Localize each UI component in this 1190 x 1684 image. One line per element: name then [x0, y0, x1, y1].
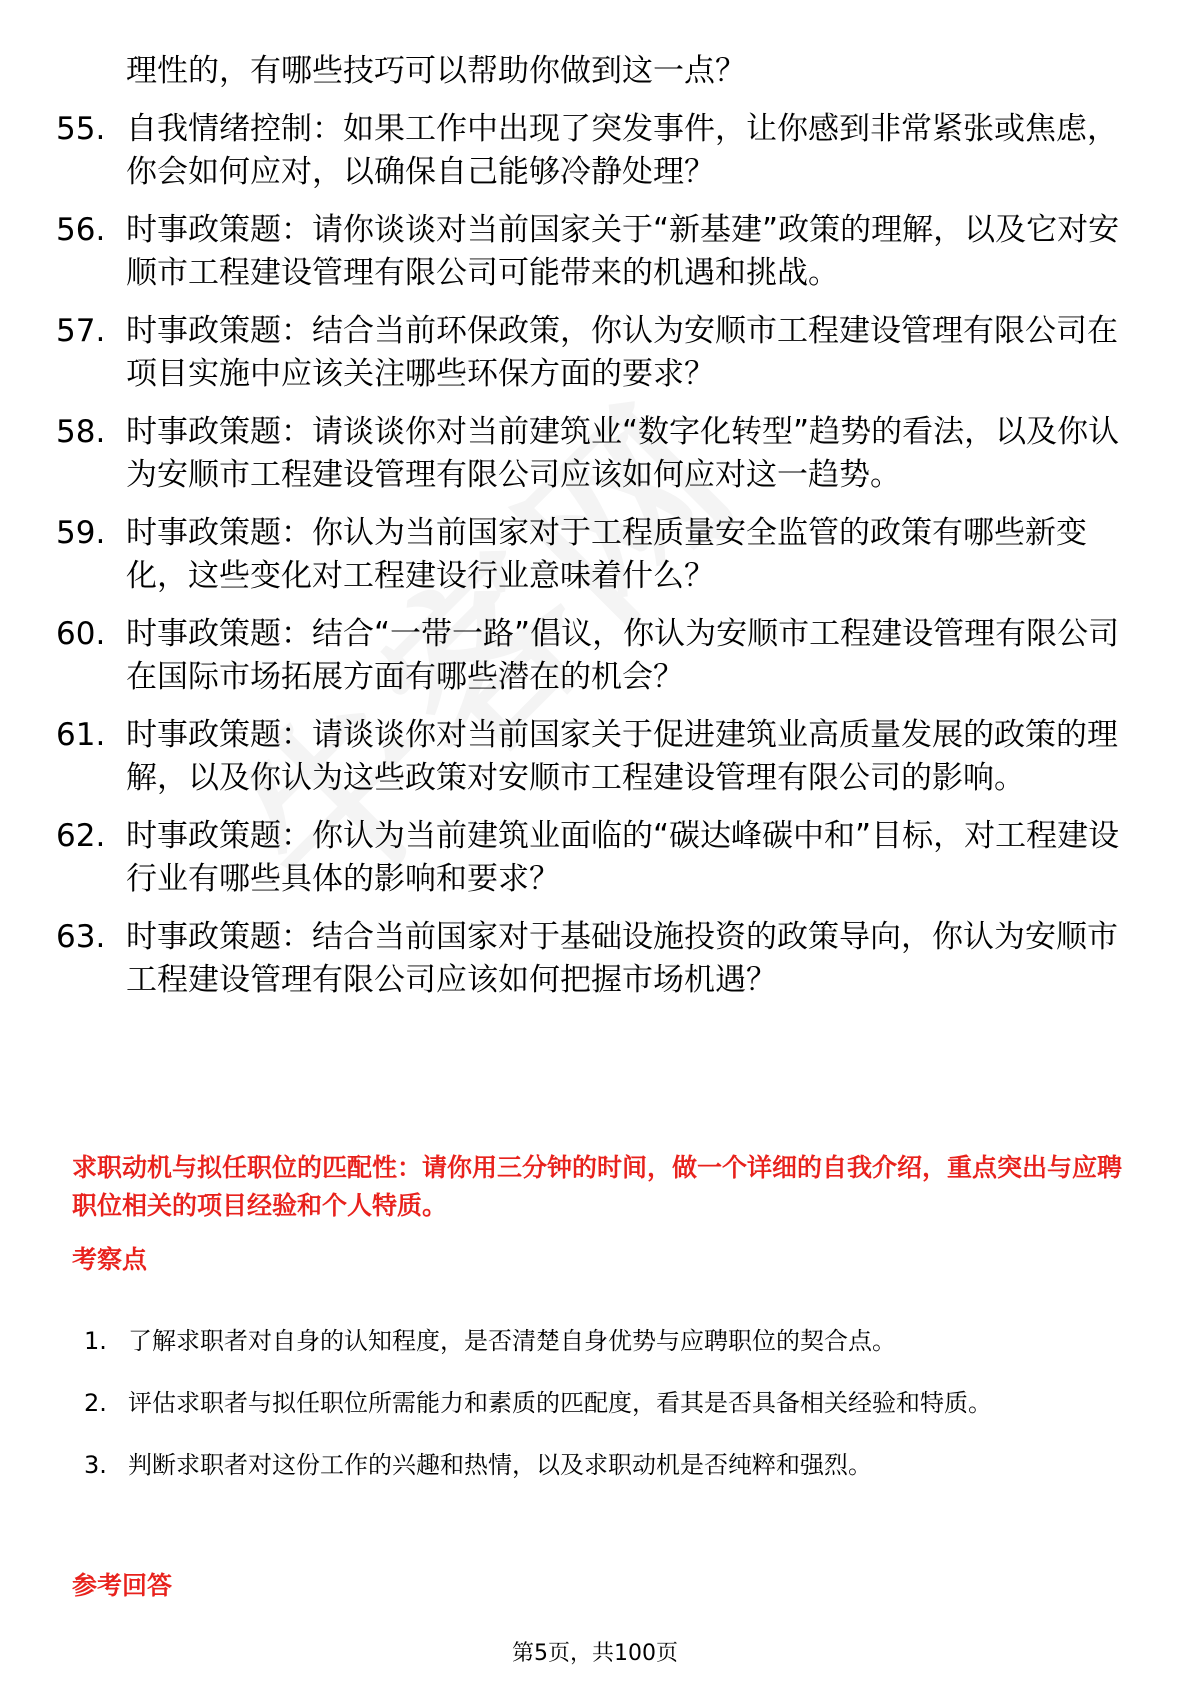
question-text: 时事政策题：请谈谈你对当前国家关于促进建筑业高质量发展的政策的理解，以及你认为这些政策对安顺市工程建设管理有限公司的影响。 — [126, 717, 1118, 796]
question-list — [56, 50, 1126, 1017]
question-text: 时事政策题：结合“一带一路”倡议，你认为安顺市工程建设管理有限公司在国际市场拓展方面有哪些潜在的机会？ — [126, 616, 1120, 695]
question-text: 自我情绪控制：如果工作中出现了突发事件，让你感到非常紧张或焦虑，你会如何应对，以确保自己能够冷静处理？ — [126, 111, 1118, 190]
question-text: 理性的，有哪些技巧可以帮助你做到这一点？ — [126, 53, 746, 89]
question-number: 55. — [56, 111, 106, 147]
question-item — [56, 714, 1126, 800]
question-text: 时事政策题：你认为当前建筑业面临的“碳达峰碳中和”目标，对工程建设行业有哪些具体的影响和要求？ — [126, 818, 1120, 897]
question-number: 58. — [56, 414, 106, 450]
exam-point-text: 判断求职者对这份工作的兴趣和热情，以及求职动机是否纯粹和强烈。 — [128, 1451, 872, 1479]
exam-point-number: 2. — [84, 1389, 107, 1417]
exam-point-text: 了解求职者对自身的认知程度，是否清楚自身优势与应聘职位的契合点。 — [128, 1327, 896, 1355]
question-number: 56. — [56, 212, 106, 248]
question-number: 62. — [56, 818, 106, 854]
question-number: 59. — [56, 515, 106, 551]
exam-point-item — [84, 1434, 1124, 1496]
question-number: 60. — [56, 616, 106, 652]
question-text: 时事政策题：结合当前环保政策，你认为安顺市工程建设管理有限公司在项目实施中应该关注哪些环保方面的要求？ — [126, 313, 1118, 392]
question-item — [56, 916, 1126, 1002]
exam-point-text: 评估求职者与拟任职位所需能力和素质的匹配度，看其是否具备相关经验和特质。 — [128, 1389, 992, 1417]
question-item — [56, 613, 1126, 699]
question-number: 63. — [56, 919, 106, 955]
question-text: 时事政策题：你认为当前国家对于工程质量安全监管的政策有哪些新变化，这些变化对工程建设行业意味着什么？ — [126, 515, 1087, 594]
question-text: 时事政策题：请你谈谈对当前国家关于“新基建”政策的理解，以及它对安顺市工程建设管理有限公司可能带来的机遇和挑战。 — [126, 212, 1120, 291]
question-item — [56, 209, 1126, 295]
question-item — [56, 815, 1126, 901]
question-number: 61. — [56, 717, 106, 753]
question-item — [56, 512, 1126, 598]
exam-point-number: 1. — [84, 1327, 107, 1355]
question-text: 时事政策题：请谈谈你对当前建筑业“数字化转型”趋势的看法，以及你认为安顺市工程建设管理有限公司应该如何应对这一趋势。 — [126, 414, 1120, 493]
question-item — [56, 108, 1126, 194]
reference-answer-heading: 参考回答 — [72, 1571, 173, 1600]
exam-points-list — [84, 1310, 1124, 1496]
question-item — [56, 310, 1126, 396]
question-number: 57. — [56, 313, 106, 349]
exam-point-item — [84, 1372, 1124, 1434]
exam-point-number: 3. — [84, 1451, 107, 1479]
exam-point-item — [84, 1310, 1124, 1372]
exam-points-heading: 考察点 — [72, 1245, 148, 1274]
question-text: 时事政策题：结合当前国家对于基础设施投资的政策导向，你认为安顺市工程建设管理有限公司应该如何把握市场机遇？ — [126, 919, 1118, 998]
section-question: 求职动机与拟任职位的匹配性：请你用三分钟的时间，做一个详细的自我介绍，重点突出与应聘职位相关的项目经验和个人特质。 — [72, 1153, 1123, 1220]
question-item — [56, 411, 1126, 497]
question-item — [56, 50, 1126, 93]
page-footer: 第5页，共100页 — [512, 1641, 678, 1666]
